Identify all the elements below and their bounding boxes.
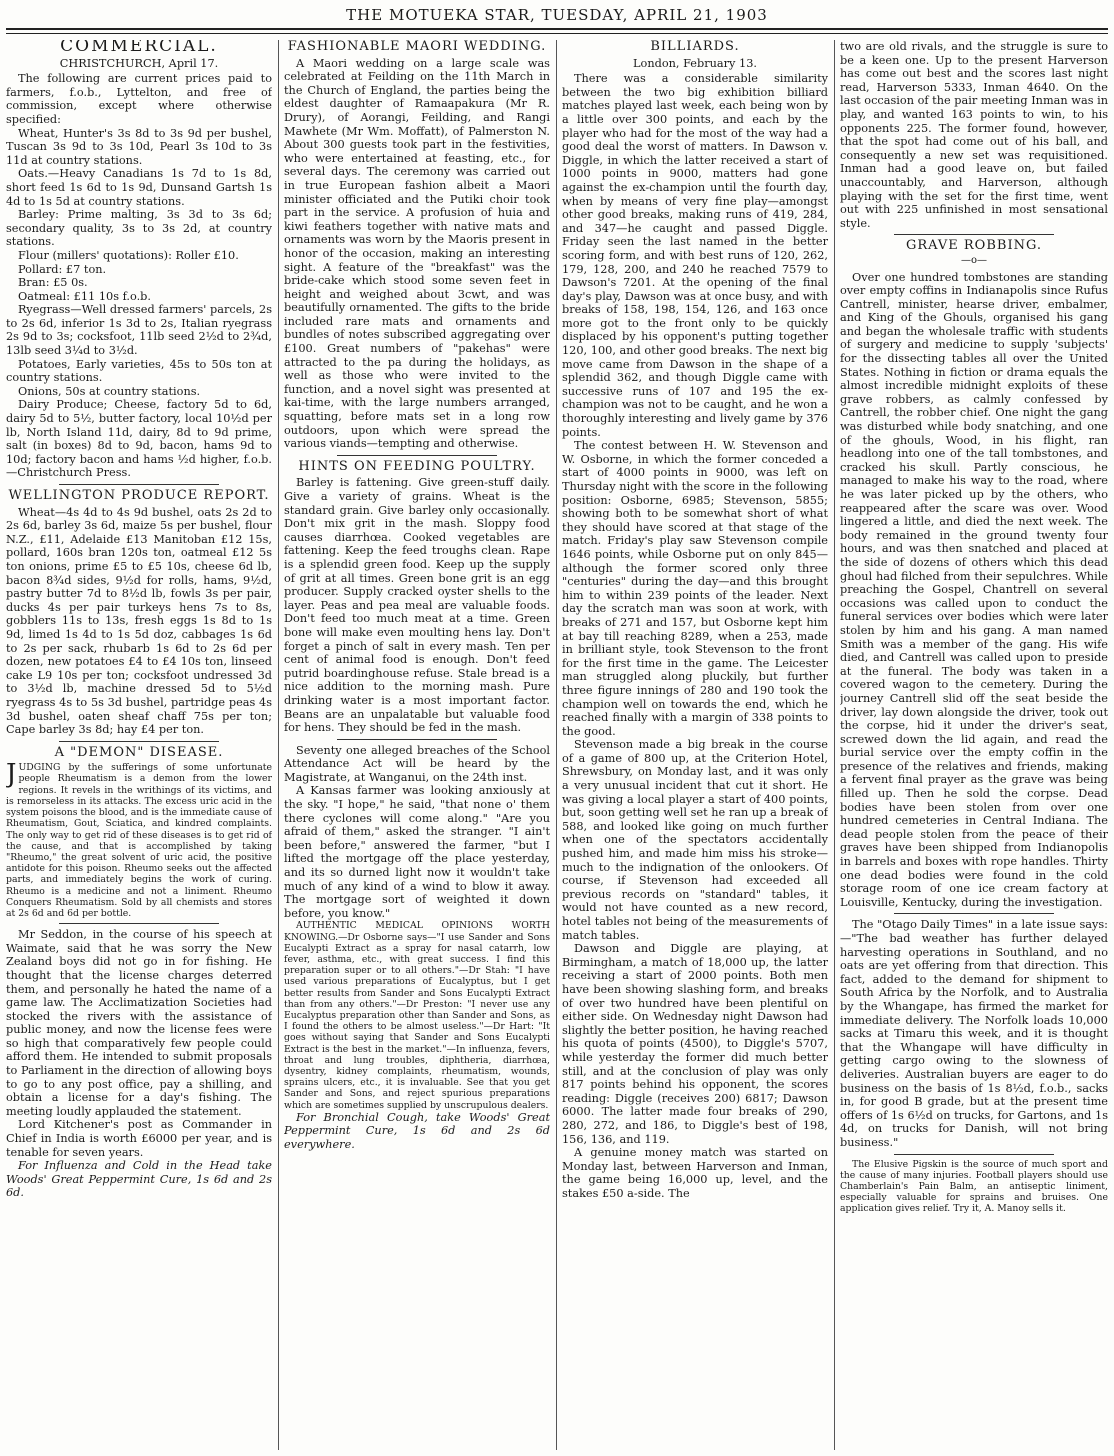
otago-paragraph: The "Otago Daily Times" in a late issue says:—"The bad weather has further delayed harvesting operations in Southland, and no oats are yet offering from that direction. This fact, added to the demand for shipment to South Africa by the Norfolk, and to Australia by the Whangape, has firmed the market for immediate delivery. The Norfolk loads 10,000 sacks at Timaru this week, and it is thought that the Whangape will have difficulty in getting cargo owing to the slowness of deliveries. Australian buyers are eager to do business on the basis of 1s 8½d, f.o.b., sacks in, for good B grade, but at the present time offers of 1s 6½d on trucks, for Gartons, and 1s 4d, on trucks for Danish, will not bring business."	[840, 918, 1108, 1149]
commercial-paragraph: Flour (millers' quotations): Roller £10.	[18, 248, 239, 262]
poultry-heading: HINTS ON FEEDING POULTRY.	[298, 458, 536, 474]
column-3	[562, 40, 828, 1450]
article-separator	[59, 923, 219, 924]
billiards-dateline: London, February 13.	[633, 56, 757, 70]
commercial-paragraph: Barley: Prime malting, 3s 3d to 3s 6d; secondary quality, 3s to 3s 2d, at country stations.	[6, 208, 272, 249]
grave-robbing-paragraph: Over one hundred tombstones are standing over empty coffins in Indianapolis since Rufus Cantrell, minister, hearse driver, embalmer, and King of the Ghouls, organised his gang and began the wholesale traffic with students of surgery and medicine to supply 'subjects' for the dissecting tables all over the United States. Nothing in fiction or drama equals the almost incredible midnight exploits of these grave robbers, as calmly confessed by Cantrell, the robber chief. One night the gang was disturbed while body snatching, and one of the ghouls, Wood, in his flight, ran headlong into one of the tall tombstones, and cracked his skull. Partly conscious, he managed to make his way to the road, where he was later picked up by the others, who reappeared after the scare was over. Wood lingered a little, and died the next week. The body remained in the ground twenty four hours, and was then snatched and placed at the side of dozens of others which this dead ghoul had filched from their sepulchres. While preaching the Gospel, Chantrell on several occasions was called upon to conduct the funeral services over bodies which were later stolen by him and his gang. A man named Smith was a member of the gang. His wife died, and Cantrell was called upon to preside at the funeral. The body was taken in a covered wagon to the cemetery. During the journey Cantrell slid off the seat beside the driver, lay down alongside the driver, took out the corpse, hid it under the driver's seat, screwed down the lid again, and read the burial service over the empty coffin in the presence of the relatives and friends, making a fervent final prayer as the grave was being filled up. Then he sold the corpse. Dead bodies have been stolen from over one hundred cemeteries in Central Indiana. The dead people stolen from the peace of their graves have been shipped from Indianopolis in barrels and boxes with rope handles. Thirty one dead bodies were found in the cold storage room of one ice cream factory at Louisville, Kentucky, during the investigation.	[840, 270, 1108, 909]
commercial-paragraph: Dairy Produce; Cheese, factory 5d to 6d, dairy 5d to 5½, butter factory, local 10½d per lb, North Island 11d, dairy, 8d to 9d prime, salt (in boxes) 8d to 9d, bacon, hams 9d to 10d; factory bacon and hams ½d higher, f.o.b.—Christchurch Press.	[6, 398, 272, 480]
grave-robbing-ornament: —o—	[960, 254, 988, 266]
maori-wedding-heading: FASHIONABLE MAORI WEDDING.	[287, 40, 547, 54]
pigskin-advert: The Elusive Pigskin is the source of much sport and the cause of many injuries. Football players should use Chamberlain's Pain Balm, an antiseptic liniment, especially valuable for sprains and bruises. One application gives relief. Try it, A. Manoy sells it.	[840, 1158, 1108, 1215]
billiards-paragraph: The contest between H. W. Stevenson and W. Osborne, in which the former conceded a start of 4000 points in 9000, was left on Thursday night with the score in the following position: Osborne, 6985; Stevenson, 5855; showing both to be somewhat short of what they should have scored at that stage of the match. Friday's play saw Stevenson compile 1646 points, while Osborne put on only 845—although the former scored only three "centuries" during the day—and this brought him to within 239 points of the leader. Next day the scratch man was soon at work, with breaks of 271 and 157, but Osborne kept him at bay till reaching 8289, when a 253, made in brilliant style, took Stevenson to the front for the first time in the game. The Leicester man struggled along pluckily, but further three figure innings of 280 and 190 took the champion well on towards the end, which he reached finally with a margin of 338 points to the good.	[562, 439, 828, 738]
article-separator	[337, 455, 497, 456]
column-divider	[556, 40, 557, 1450]
billiards-continuation: two are old rivals, and the struggle is sure to be a keen one. Up to the present Harverson has come out best and the scores last night read, Harverson 5333, Inman 4640. On the last occasion of the pair meeting Inman was in play, and wanted 163 points to win, to his opponents 225. The former found, however, that the spot had come out of his ball, and consequently a new set was requisitioned. Inman had a good leave on, but failed unaccountably, and Harverson, although playing with the set for the first time, went out with 225 unfinished in most sensational style.	[840, 40, 1108, 230]
article-separator	[894, 1154, 1055, 1155]
kansas-paragraph: A Kansas farmer was looking anxiously at the sky. "I hope," he said, "that none o' them there cyclones will come along." "Are you afraid of them," asked the stranger. "I ain't been before," answered the farmer, "but I lifted the mortgage off the place yesterday, and its so durned light now it wouldn't take much of any kind of a wind to blow it away. The mortgage sort of weighted it down before, you know."	[284, 784, 550, 920]
billiards-paragraph: There was a considerable similarity between the two big exhibition billiard matches played last week, each being won by a little over 300 points, and each by the player who had for the most of the way had a good deal the worst of matters. In Dawson v. Diggle, in which the latter received a start of 1000 points in 9000, matters had gone against the ex-champion until the fourth day, when by means of very fine play—amongst other good breaks, making runs of 419, 284, and 347—he caught and passed Diggle. Friday seen the last named in the better scoring form, and with best runs of 120, 262, 179, 128, 200, and 240 he reached 7579 to Dawson's 7201. At the opening of the final day's play, Dawson was at once busy, and with breaks of 158, 198, 154, 126, and 163 once more got to the front only to be quickly displaced by his opponent's putting together 120, 100, and other good breaks. The next big move came from Dawson in the shape of a splendid 362, and though Diggle came with successive runs of 107 and 195 the ex-champion was not to be caught, and he won a thoroughly interesting and lively game by 376 points.	[562, 72, 828, 439]
woods-advert: For Influenza and Cold in the Head take Woods' Great Peppermint Cure, 1s 6d and 2s 6d.	[6, 1159, 272, 1200]
bronchial-advert: For Bronchial Cough, take Woods' Great Peppermint Cure, 1s 6d and 2s 6d everywhere.	[284, 1110, 550, 1152]
demon-paragraph: UDGING by the sufferings of some unfortunate people Rheumatism is a demon from the lower regions. It revels in the writhings of its victims, and is remorseless in its attacks. The excess uric acid in the system poisons the blood, and is the immediate cause of Rheumatism, Gout, Sciatica, and kindred complaints. The only way to get rid of these diseases is to get rid of the cause, and that is accomplished by taking "Rheumo," the great solvent of uric acid, the positive antidote for this poison. Rheumo seeks out the affected parts, and immediately begins the work of curing. Rheumo is a medicine and not a liniment. Rheumo Conquers Rheumatism. Sold by all chemists and stores at 2s 6d and 6d per bottle.	[6, 762, 272, 919]
commercial-paragraph: Potatoes, Early varieties, 45s to 50s ton at country stations.	[6, 357, 272, 385]
maori-wedding-paragraph: A Maori wedding on a large scale was celebrated at Feilding on the 11th March in the Church of England, the parties being the eldest daughter of Ramaapakura (Mr R. Drury), of Aorangi, Feilding, and Rangi Mawhete (Mr Wm. Moffatt), of Palmerston N. About 300 guests took part in the festivities, who were entertained at feasting, etc., for several days. The ceremony was carried out in true European fashion albeit a Maori minister officiated and the Putiki choir took part in the service. A profusion of huia and kiwi feathers together with native mats and ornaments was worn by the Maoris present in honor of the occasion, making an interesting sight. A feature of the "breakfast" was the bride-cake which stood some seven feet in height and weighed about 3cwt, and was beautifully ornamented. The gifts to the bride included rare mats and ornaments and bundles of notes subscribed aggregating over £100. Great numbers of "pakehas" were attracted to the pa during the holidays, as well as those who were invited to the function, and a novel sight was presented at kai-time, with the large numbers arranged, squatting, before mats set in a long row outdoors, upon which were spread the various viands—tempting and otherwise.	[284, 56, 550, 451]
article-separator	[59, 484, 219, 485]
column-1	[6, 40, 272, 1450]
commercial-paragraph: Onions, 50s at country stations.	[18, 384, 201, 398]
billiards-heading: BILLIARDS.	[650, 40, 740, 54]
article-separator	[59, 741, 219, 742]
demon-heading: A "DEMON" DISEASE.	[54, 744, 224, 760]
column-divider	[278, 40, 279, 1450]
masthead: THE MOTUEKA STAR, TUESDAY, APRIL 21, 1903	[346, 6, 768, 24]
commercial-heading: COMMERCIAL.	[60, 40, 218, 56]
column-4	[840, 40, 1108, 1450]
wellington-heading: WELLINGTON PRODUCE REPORT.	[8, 488, 270, 503]
masthead-rule	[6, 28, 1108, 30]
article-separator	[894, 913, 1055, 914]
drop-cap: J	[6, 759, 17, 790]
commercial-paragraph: The following are current prices paid to farmers, f.o.b., Lyttelton, and free of commission, except where otherwise specified:	[6, 72, 272, 126]
commercial-paragraph: Oats.—Heavy Canadians 1s 7d to 1s 8d, short feed 1s 6d to 1s 9d, Dunsand Gartsh 1s 4d to 1s 5d at country stations.	[6, 167, 272, 208]
masthead-rule-thin	[6, 33, 1108, 34]
article-separator	[337, 739, 497, 740]
school-paragraph: Seventy one alleged breaches of the School Attendance Act will be heard by the Magistrate, at Wanganui, on the 24th inst.	[284, 743, 550, 784]
column-divider	[834, 40, 835, 1450]
column-2	[284, 40, 550, 1450]
medical-opinions-advert: AUTHENTIC MEDICAL OPINIONS WORTH KNOWING.—Dr Osborne says—"I use Sander and Sons Eucalypti Extract as a spray for nasal catarrh, low fever, asthma, etc., with great success. I find this preparation super or to all others."—Dr Stah: "I have used various preparations of Eucalyptus, but I get better results from Sander and Sons Eucalypti Extract than from any others."—Dr Preston: "I never use any Eucalyptus preparation other than Sander and Sons, as I found the others to be almost useless."—Dr Hart: "It goes without saying that Sander and Sons Eucalypti Extract is the best in the market."—In influenza, fevers, throat and lung troubles, diphtheria, diarrhœa, dysentry, kidney complaints, rheumatism, wounds, sprains ulcers, etc., it is invaluable. See that you get Sander and Sons, and reject spurious preparations which are sometimes supplied by unscrupulous dealers.	[284, 920, 550, 1111]
poultry-paragraph: Barley is fattening. Give green-stuff daily. Give a variety of grains. Wheat is the standard grain. Give barley only occasionally. Don't mix grit in the mash. Sloppy food causes diarrhœa. Cooked vegetables are fattening. Keep the feed troughs clean. Rape is a splendid green food. Keep up the supply of grit at all times. Green bone grit is an egg producer. Supply cracked oyster shells to the layer. Peas and pea meal are valuable foods. Don't feed too much meat at a time. Green bone will make even moulting hens lay. Don't forget a pinch of salt in every mash. Ten per cent of animal food is enough. Don't feed putrid boardinghouse refuse. Stale bread is a nice addition to the morning mash. Pure drinking water is a most important factor. Beans are an unpalatable but valuable food for hens. They should be fed in the mash.	[284, 476, 550, 735]
commercial-paragraph: Bran: £5 0s.	[18, 276, 88, 290]
billiards-paragraph: Stevenson made a big break in the course of a game of 800 up, at the Criterion Hotel, Shrewsbury, on Monday last, and it was only a very unusual incident that cut it short. He was giving a local player a start of 400 points, but, soon getting well set he ran up a break of 588, and looked like going on much further when one of the spectators accidentally pushed him, and made him miss his stroke—much to the indignation of the onlookers. Of course, if Stevenson had exceeded all previous records on "standard" tables, it would not have counted as a new record, hotel tables not being of the measurements of match tables.	[562, 738, 828, 942]
demon-advert	[6, 759, 272, 919]
billiards-paragraph: Dawson and Diggle are playing, at Birmingham, a match of 18,000 up, the latter receiving a start of 2000 points. Both men have been showing slashing form, and breaks of over two hundred have been plentiful on either side. On Wednesday night Dawson had slightly the better position, he having reached his quota of points (4500), to Diggle's 5707, while yesterday the former did much better still, and at the conclusion of play was only 817 points behind his opponent, the scores reading: Diggle (receives 200) 6817; Dawson 6000. The latter made four breaks of 290, 280, 272, and 186, to Diggle's best of 198, 156, 136, and 119.	[562, 942, 828, 1146]
seddon-paragraph: Mr Seddon, in the course of his speech at Waimate, said that he was sorry the New Zealand boys did not go in for fishing. He thought that the license charges deterred them, and personally he hated the name of a game law. The Acclimatization Societies had stocked the rivers with the assistance of public money, and now the license fees were so high that comparatively few people could afford them. He intended to submit proposals to Parliament in the direction of allowing boys to go to any post office, pay a shilling, and obtain a license for a day's fishing. The meeting loudly applauded the statement.	[6, 928, 272, 1118]
commercial-paragraph: Wheat, Hunter's 3s 8d to 3s 9d per bushel, Tuscan 3s 9d to 3s 10d, Pearl 3s 10d to 3s 11d at country stations.	[6, 126, 272, 167]
article-separator	[894, 234, 1055, 235]
commercial-paragraph: Oatmeal: £11 10s f.o.b.	[18, 289, 151, 303]
kitchener-paragraph: Lord Kitchener's post as Commander in Chief in India is worth £6000 per year, and is tenable for seven years.	[6, 1118, 272, 1159]
billiards-paragraph: A genuine money match was started on Monday last, between Harverson and Inman, the game being 16,000 up, level, and the stakes £50 a-side. The	[562, 1146, 828, 1200]
wellington-paragraph: Wheat—4s 4d to 4s 9d bushel, oats 2s 2d to 2s 6d, barley 3s 6d, maize 5s per bushel, flour N.Z., £11, Adelaide £13 Manitoban £12 15s, pollard, 160s bran 120s ton, oatmeal £12 5s ton onions, prime £5 to £5 10s, cheese 6d lb, bacon 8¾d sides, 9½d for rolls, hams, 9½d, pastry butter 7d to 8½d lb, fowls 3s per pair, ducks 4s per pair turkeys hens 7s to 8s, gobblers 11s to 13s, fresh eggs 1s 8d to 1s 9d, limed 1s 4d to 1s 5d doz, cabbages 1s 6d to 2s per sack, rhubarb 1s 6d to 2s 6d per dozen, new potatoes £4 to £4 10s ton, linseed cake L9 10s per ton; cocksfoot undressed 3d to 3½d lb, machine dressed 5d to 5½d ryegrass 4s to 5s 3d bushel, partridge peas 4s 3d bushel, oaten sheaf chaff 75s per ton; Cape barley 3s 8d; hay £4 per ton.	[6, 505, 272, 737]
commercial-dateline: CHRISTCHURCH, April 17.	[59, 56, 219, 70]
grave-robbing-heading: GRAVE ROBBING.	[905, 238, 1043, 254]
commercial-paragraph: Ryegrass—Well dressed farmers' parcels, 2s to 2s 6d, inferior 1s 3d to 2s, Italian ryegrass 2s 9d to 3s; cocksfoot, 11lb seed 2½d to 2¾d, 13lb seed 3¼d to 3½d.	[6, 303, 272, 358]
commercial-paragraph: Pollard: £7 ton.	[18, 262, 107, 276]
